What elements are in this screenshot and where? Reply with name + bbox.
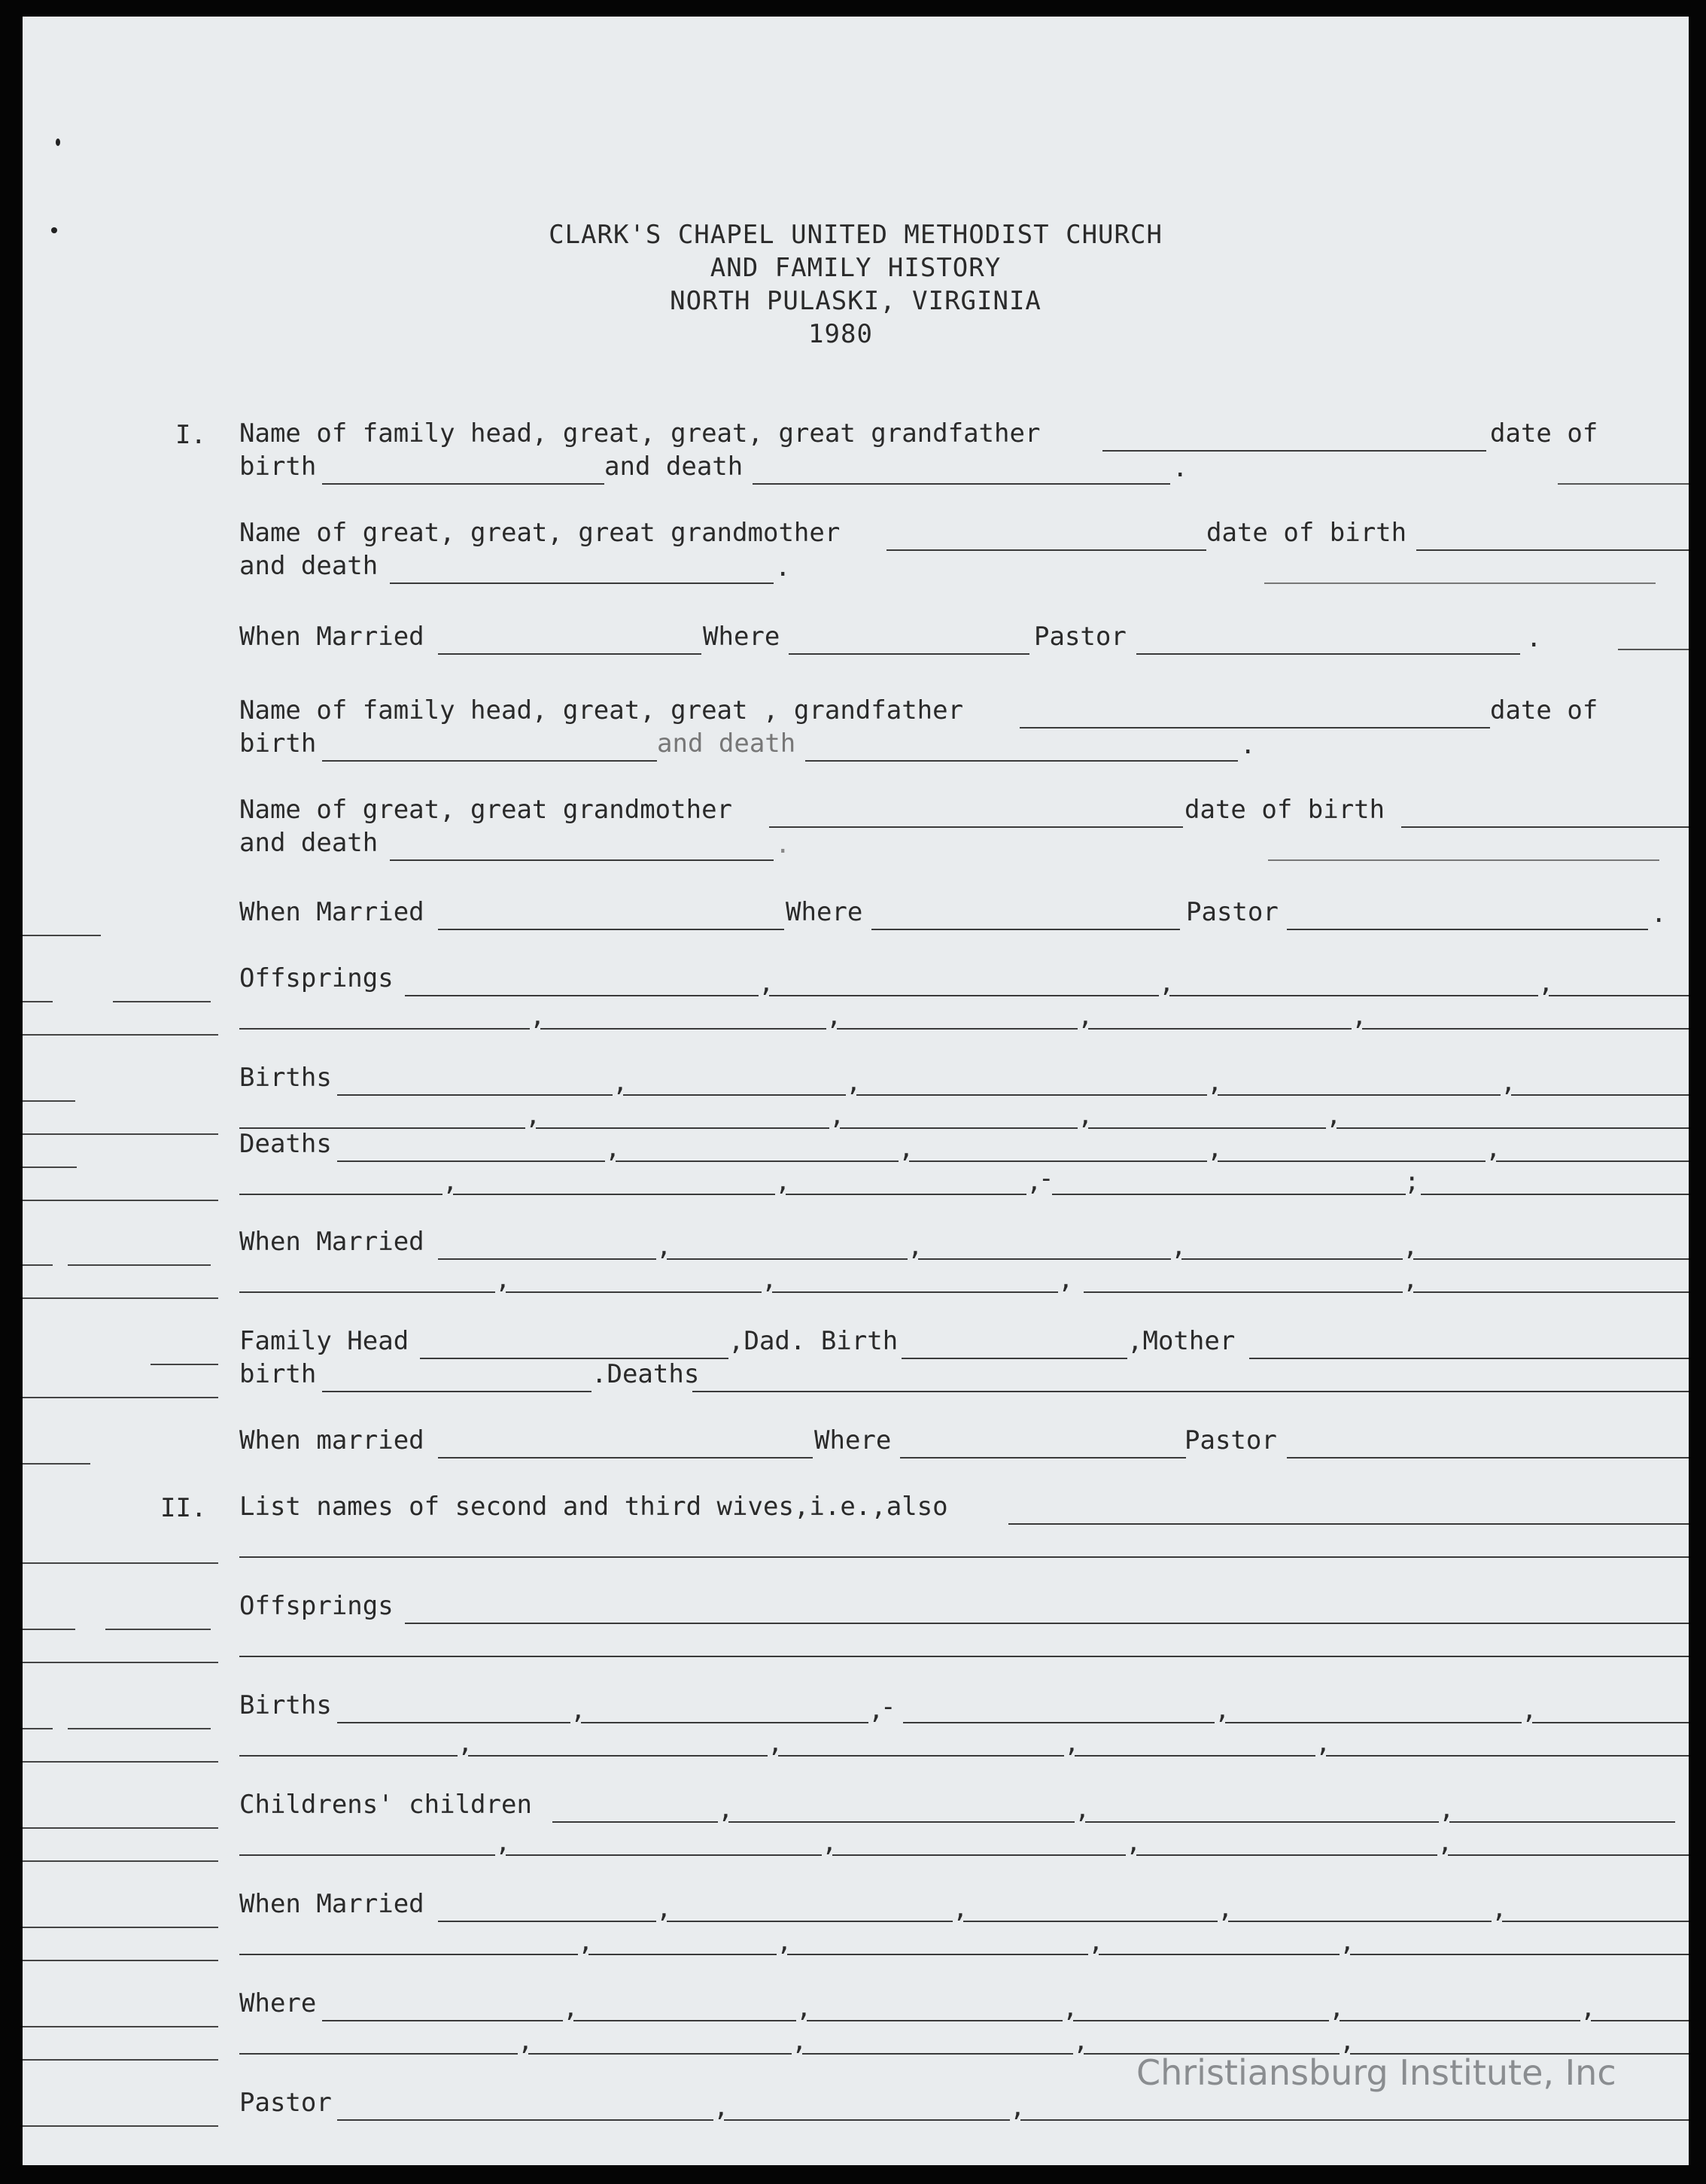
punch-mark [56, 138, 60, 146]
comma: , [1352, 1001, 1367, 1031]
comma: , [1207, 1067, 1223, 1097]
subtitle: AND FAMILY HISTORY [710, 253, 1002, 283]
grandchild-field[interactable] [1136, 1854, 1437, 1856]
comma: , [1326, 1100, 1342, 1130]
where-field[interactable] [1591, 2020, 1689, 2021]
comma: , [1064, 1728, 1080, 1758]
mother-birth-field[interactable] [322, 1391, 591, 1392]
comma: , [442, 1167, 458, 1197]
section-i-numeral: I. [175, 420, 206, 450]
where-field[interactable] [1340, 2020, 1580, 2021]
period: . [775, 829, 791, 859]
comma: , [1073, 2026, 1089, 2056]
where-label: Where [703, 622, 780, 652]
margin-stub [23, 1827, 218, 1829]
comma: , [1403, 1231, 1419, 1261]
birth-field[interactable] [778, 1755, 1064, 1757]
death-field[interactable] [453, 1194, 775, 1195]
death-field[interactable] [239, 1194, 442, 1195]
offspring-field[interactable] [769, 995, 1159, 996]
section-ii-numeral: II. [160, 1493, 207, 1523]
margin-stub [1264, 583, 1656, 584]
when-married-label: When Married [239, 622, 424, 652]
childrens-children-label: Childrens' children [239, 1790, 532, 1820]
grandchild-field[interactable] [1085, 1821, 1439, 1823]
comma: , [846, 1067, 862, 1097]
margin-stub [68, 1728, 211, 1729]
margin-stub [1268, 859, 1659, 861]
death-field[interactable] [616, 1160, 899, 1162]
comma: , [908, 1231, 923, 1261]
wives-label: List names of second and third wives,i.e.,also [239, 1492, 948, 1522]
birth-field[interactable] [239, 1755, 458, 1757]
offspring-field[interactable] [540, 1028, 826, 1030]
birth-field[interactable] [337, 1094, 613, 1096]
birth-field[interactable] [1326, 1755, 1689, 1757]
year: 1980 [808, 319, 873, 349]
where-label: Where [814, 1425, 892, 1455]
offspring-field[interactable] [239, 1028, 530, 1030]
period: . [1240, 730, 1256, 760]
pastor-field[interactable] [1136, 653, 1520, 655]
comma: , [1088, 1927, 1104, 1957]
deaths-label: Deaths [239, 1129, 332, 1159]
grandchild-field[interactable] [832, 1854, 1126, 1856]
comma: , [1058, 1264, 1074, 1294]
pastor-label: Pastor [1184, 1425, 1277, 1455]
when-married-label: When Married [239, 1889, 424, 1919]
married-field[interactable] [1350, 1954, 1689, 1955]
comma: , [1340, 2026, 1355, 2056]
offspring-field[interactable] [837, 1028, 1078, 1030]
birth-field[interactable] [856, 1094, 1207, 1096]
margin-stub [23, 2026, 218, 2027]
ggf-birth-field[interactable] [322, 760, 657, 762]
death-field[interactable] [786, 1194, 1026, 1195]
where-field[interactable] [573, 2020, 796, 2021]
comma: , [495, 1827, 511, 1857]
semicolon: ; [1404, 1167, 1420, 1197]
pastor-field[interactable] [1020, 2119, 1689, 2121]
church-title: CLARK'S CHAPEL UNITED METHODIST CHURCH [549, 220, 1163, 250]
where-field[interactable] [802, 2053, 1073, 2055]
married-place-field[interactable] [900, 1457, 1186, 1459]
comma: , [530, 1001, 546, 1031]
when-married-label: When married [239, 1425, 424, 1455]
wives-field[interactable] [239, 1556, 1689, 1558]
comma: , [1078, 1001, 1093, 1031]
margin-stub [105, 1629, 211, 1630]
married-field[interactable] [787, 1954, 1088, 1955]
ggm-name-field[interactable] [769, 826, 1183, 828]
comma: , [1538, 968, 1554, 998]
offspring-field[interactable] [1169, 995, 1538, 996]
birth-field[interactable] [468, 1755, 768, 1757]
margin-stub [151, 1364, 218, 1365]
margin-stub [23, 1133, 218, 1135]
comma: , [1522, 1695, 1537, 1725]
margin-stub [23, 2125, 218, 2127]
comma: , [1501, 1067, 1516, 1097]
ggm-death-field[interactable] [390, 859, 774, 861]
married-place-field[interactable] [789, 653, 1029, 655]
gggf-label: Name of family head, great, great, great grandfather [239, 418, 1041, 449]
comma: , [777, 1927, 792, 1957]
married-place-field[interactable] [871, 929, 1180, 930]
dad-birth-label: ,Dad. Birth [728, 1326, 899, 1356]
married-field[interactable] [1099, 1954, 1340, 1955]
date-of-label: date of [1490, 695, 1598, 725]
birth-field[interactable] [337, 1722, 570, 1723]
comma: , [458, 1728, 473, 1758]
comma: , [656, 1894, 672, 1924]
comma: , [1403, 1264, 1419, 1294]
birth-label: birth [239, 1359, 317, 1389]
comma: , [822, 1827, 838, 1857]
where-label: Where [239, 1988, 317, 2018]
comma: , [899, 1133, 914, 1163]
comma: , [1340, 1927, 1355, 1957]
date-of-birth-label: date of birth [1206, 518, 1407, 548]
married-field[interactable] [963, 1921, 1218, 1922]
birth-field[interactable] [840, 1127, 1078, 1129]
dad-birth-field[interactable] [902, 1358, 1127, 1359]
gggm-birth-field[interactable] [1416, 549, 1689, 551]
gggf-death-field[interactable] [753, 483, 1170, 485]
ggm-label: Name of great, great grandmother [239, 795, 733, 825]
comma: , [613, 1067, 628, 1097]
comma: , [868, 1695, 884, 1725]
margin-stub [23, 1297, 218, 1299]
birth-field[interactable] [581, 1722, 868, 1723]
comma: , [1010, 2092, 1026, 2122]
comma: , [759, 968, 774, 998]
pastor-field[interactable] [724, 2119, 1010, 2121]
watermark: Christiansburg Institute, Inc [1136, 2052, 1616, 2093]
when-married-label: When Married [239, 1227, 424, 1257]
married-field[interactable] [588, 1954, 777, 1955]
gggf-birth-field[interactable] [322, 483, 604, 485]
birth-field[interactable] [1218, 1094, 1501, 1096]
birth-field[interactable] [1532, 1722, 1689, 1723]
comma: , [1580, 1993, 1596, 2023]
where-field[interactable] [528, 2053, 792, 2055]
birth-field[interactable] [903, 1722, 1215, 1723]
death-field[interactable] [1052, 1194, 1406, 1195]
deaths-field[interactable] [692, 1391, 1689, 1392]
and-death-label: and death [239, 551, 379, 581]
when-married-label: When Married [239, 897, 424, 927]
margin-stub [23, 1001, 53, 1002]
pastor-label: Pastor [1034, 622, 1127, 652]
wives-field[interactable] [1008, 1523, 1689, 1525]
married-field[interactable] [1181, 1258, 1403, 1260]
married-field[interactable] [1413, 1291, 1689, 1293]
comma: , [1159, 968, 1175, 998]
married-field[interactable] [1502, 1921, 1689, 1922]
births-label: Births [239, 1690, 332, 1720]
comma: , [563, 1993, 579, 2023]
offspring-field[interactable] [405, 1623, 1689, 1624]
comma: , [713, 2092, 729, 2122]
comma: , [570, 1695, 586, 1725]
and-death-label: and death [239, 828, 379, 858]
margin-stub [23, 2059, 218, 2061]
married-field[interactable] [667, 1258, 908, 1260]
grandchild-field[interactable] [1449, 1821, 1675, 1823]
offspring-field[interactable] [1549, 995, 1689, 996]
pastor-field[interactable] [1287, 929, 1648, 930]
period: . [1526, 623, 1542, 653]
death-field[interactable] [337, 1160, 605, 1162]
birth-field[interactable] [1337, 1127, 1689, 1129]
where-field[interactable] [322, 2020, 563, 2021]
and-death-label: and death [604, 452, 744, 482]
birth-field[interactable] [1075, 1755, 1315, 1757]
ggf-label: Name of family head, great, great , grandfather [239, 695, 964, 725]
comma: , [1486, 1133, 1501, 1163]
and-death-label: and death [657, 729, 796, 759]
married-field[interactable] [1084, 1291, 1403, 1293]
birth-label: birth [239, 452, 317, 482]
margin-stub [68, 1264, 211, 1266]
comma: , [578, 1927, 594, 1957]
ggm-birth-field[interactable] [1401, 826, 1689, 828]
dash: - [1039, 1163, 1054, 1194]
margin-stub [23, 1761, 218, 1763]
offspring-field[interactable] [1088, 1028, 1352, 1030]
comma: , [525, 1100, 541, 1130]
comma: , [768, 1728, 783, 1758]
location: NORTH PULASKI, VIRGINIA [670, 286, 1042, 316]
margin-stub [113, 1001, 211, 1002]
margin-stub [23, 1200, 218, 1201]
grandchild-field[interactable] [506, 1854, 822, 1856]
where-label: Where [786, 897, 863, 927]
comma: , [495, 1264, 511, 1294]
form-sheet [23, 17, 1689, 2165]
married-field[interactable] [1413, 1258, 1689, 1260]
margin-stub [23, 1100, 75, 1102]
comma: , [605, 1133, 621, 1163]
margin-stub [23, 1034, 218, 1036]
married-date-field[interactable] [438, 653, 701, 655]
birth-field[interactable] [1088, 1127, 1326, 1129]
comma: , [1171, 1231, 1187, 1261]
birth-field[interactable] [623, 1094, 846, 1096]
period: . [775, 552, 791, 583]
comma: , [1218, 1894, 1233, 1924]
grandchild-field[interactable] [1448, 1854, 1689, 1856]
comma: , [1492, 1894, 1507, 1924]
margin-stub [1558, 483, 1689, 485]
deaths-inline-label: .Deaths [591, 1359, 700, 1389]
margin-stub [1618, 649, 1689, 650]
married-field[interactable] [438, 1258, 656, 1260]
gggf-name-field[interactable] [1102, 450, 1486, 452]
comma: , [829, 1100, 845, 1130]
married-field[interactable] [667, 1921, 953, 1922]
married-field[interactable] [239, 1954, 578, 1955]
margin-stub [23, 1562, 218, 1564]
pastor-label: Pastor [239, 2088, 332, 2118]
dash: - [880, 1692, 896, 1722]
death-field[interactable] [1496, 1160, 1689, 1162]
offspring-field[interactable] [239, 1656, 1689, 1657]
birth-field[interactable] [1225, 1722, 1522, 1723]
margin-stub [23, 1629, 75, 1630]
birth-field[interactable] [1511, 1094, 1689, 1096]
married-date-field[interactable] [438, 929, 784, 930]
comma: , [775, 1167, 791, 1197]
comma: , [762, 1264, 777, 1294]
margin-stub [23, 1927, 218, 1928]
comma: , [1026, 1167, 1042, 1197]
margin-stub [23, 1463, 90, 1465]
date-of-birth-label: date of birth [1184, 795, 1385, 825]
grandchild-field[interactable] [552, 1821, 718, 1823]
comma: , [1207, 1133, 1223, 1163]
margin-stub [23, 1860, 218, 1862]
comma: , [1075, 1794, 1090, 1824]
mother-field[interactable] [1249, 1358, 1689, 1359]
offsprings-label: Offsprings [239, 963, 394, 993]
ggf-death-field[interactable] [805, 760, 1238, 762]
where-field[interactable] [1073, 2020, 1329, 2021]
where-field[interactable] [239, 2053, 518, 2055]
margin-stub [23, 1264, 53, 1266]
death-field[interactable] [909, 1160, 1207, 1162]
comma: , [1329, 1993, 1345, 2023]
comma: , [1126, 1827, 1142, 1857]
married-field[interactable] [918, 1258, 1171, 1260]
married-field[interactable] [506, 1291, 762, 1293]
married-field[interactable] [1228, 1921, 1492, 1922]
comma: , [953, 1894, 969, 1924]
margin-stub [23, 1728, 53, 1729]
comma: , [1437, 1827, 1453, 1857]
date-of-label: date of [1490, 418, 1598, 449]
married-date-field[interactable] [438, 1457, 813, 1459]
death-field[interactable] [1218, 1160, 1486, 1162]
comma: , [796, 1993, 812, 2023]
offspring-field[interactable] [405, 995, 759, 996]
comma: , [1063, 1993, 1078, 2023]
pastor-field[interactable] [1287, 1457, 1689, 1459]
pastor-label: Pastor [1186, 897, 1279, 927]
margin-stub [23, 935, 101, 936]
married-field[interactable] [239, 1291, 495, 1293]
punch-mark [51, 227, 57, 233]
offspring-field[interactable] [1362, 1028, 1689, 1030]
offsprings-label: Offsprings [239, 1591, 394, 1621]
gggm-death-field[interactable] [390, 583, 774, 584]
birth-field[interactable] [536, 1127, 829, 1129]
comma: , [792, 2026, 807, 2056]
where-field[interactable] [807, 2020, 1063, 2021]
grandchild-field[interactable] [728, 1821, 1075, 1823]
gggm-label: Name of great, great, great grandmother [239, 518, 841, 548]
margin-stub [23, 1397, 218, 1398]
married-field[interactable] [772, 1291, 1058, 1293]
comma: , [1439, 1794, 1455, 1824]
comma: , [1315, 1728, 1331, 1758]
grandchild-field[interactable] [239, 1854, 495, 1856]
comma: , [718, 1794, 734, 1824]
married-field[interactable] [438, 1921, 656, 1922]
margin-stub [23, 1960, 218, 1961]
ggf-name-field[interactable] [1020, 727, 1490, 729]
mother-label: ,Mother [1127, 1326, 1236, 1356]
gggm-name-field[interactable] [886, 549, 1206, 551]
birth-label: birth [239, 729, 317, 759]
comma: , [826, 1001, 842, 1031]
comma: , [1215, 1695, 1230, 1725]
family-head-label: Family Head [239, 1326, 409, 1356]
comma: , [518, 2026, 534, 2056]
margin-stub [23, 1662, 218, 1663]
births-label: Births [239, 1063, 332, 1093]
period: . [1172, 453, 1188, 483]
period: . [1651, 899, 1667, 929]
comma: , [656, 1231, 672, 1261]
death-field[interactable] [1421, 1194, 1689, 1195]
comma: , [1078, 1100, 1093, 1130]
margin-stub [23, 1167, 77, 1168]
pastor-field[interactable] [337, 2119, 713, 2121]
